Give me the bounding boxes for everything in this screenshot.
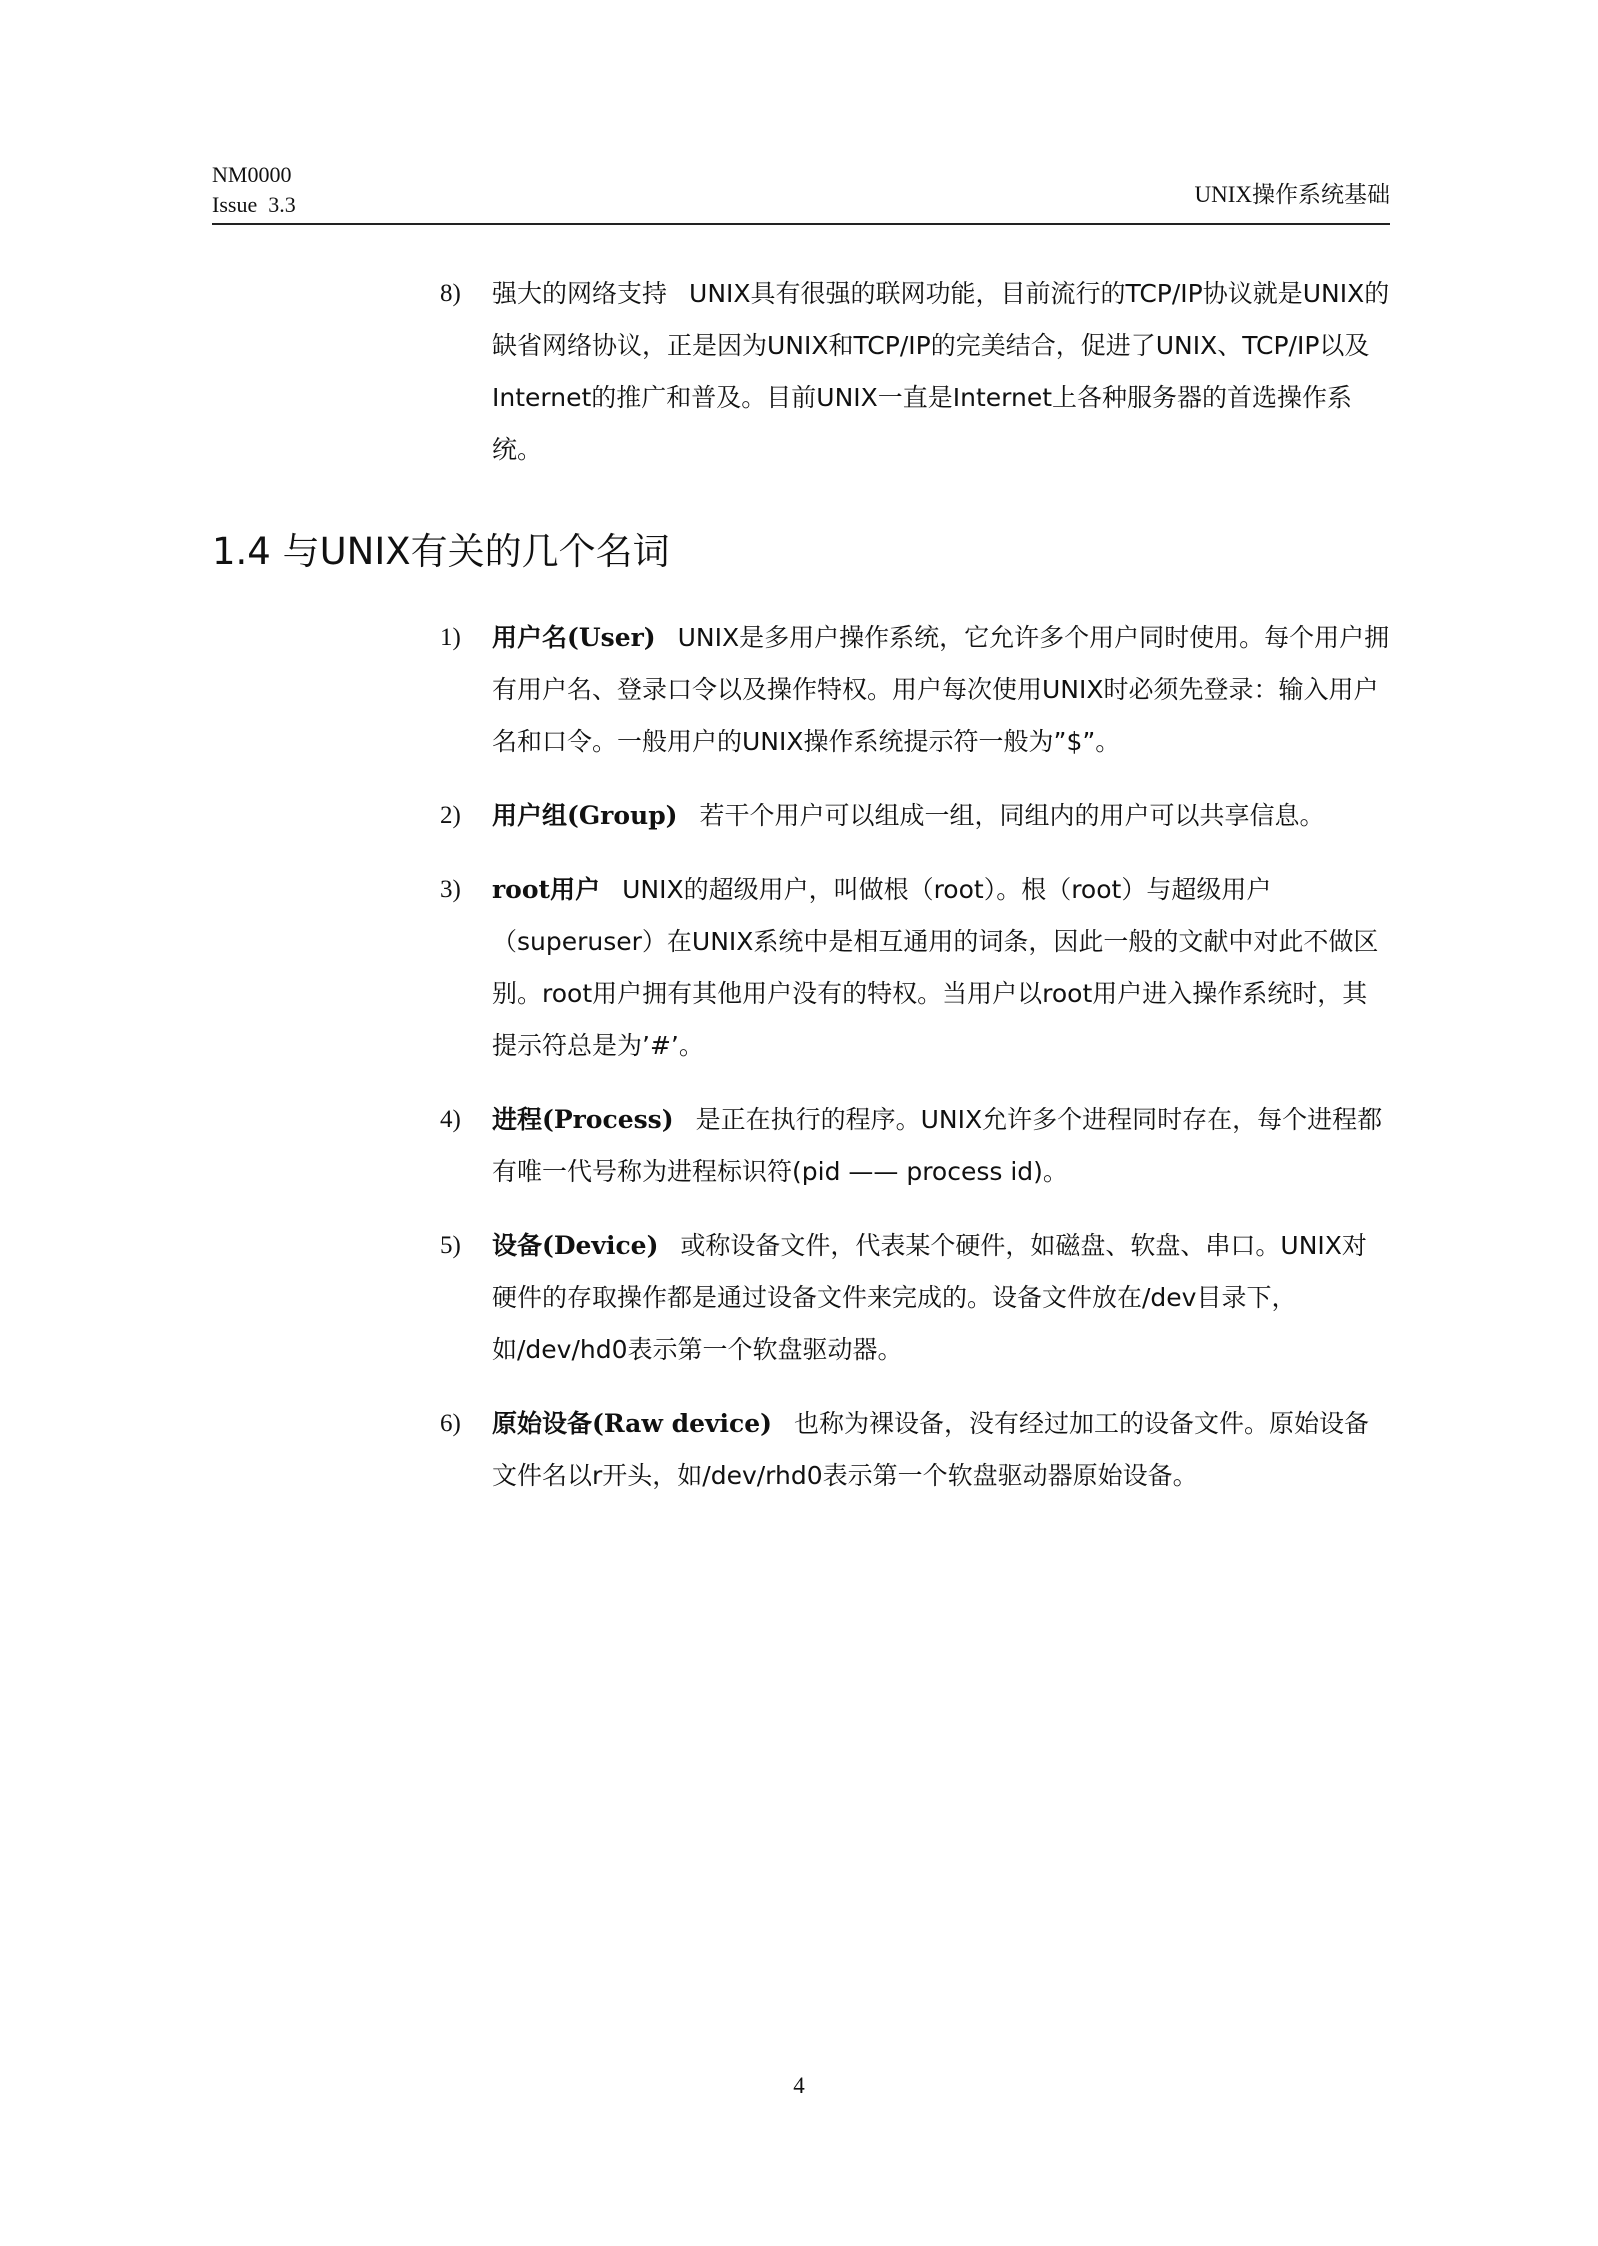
list-item xyxy=(440,1398,1390,1502)
item-term: 用户组(Group) xyxy=(492,801,678,830)
item-text: 是正在执行的程序。UNIX允许多个进程同时存在，每个进程都有唯一代号称为进程标识符(pid —— process id)。 xyxy=(492,1105,1383,1186)
item-number: 8) xyxy=(440,280,461,307)
list-item xyxy=(440,268,1390,476)
item-term: 用户名(User) xyxy=(492,623,656,652)
list-item xyxy=(440,1220,1390,1376)
intro-list xyxy=(440,268,1390,498)
item-number: 4) xyxy=(440,1106,461,1133)
header-left xyxy=(212,160,296,220)
item-text: 或称设备文件，代表某个硬件，如磁盘、软盘、串口。UNIX对硬件的存取操作都是通过设备文件来完成的。设备文件放在/dev目录下，如/dev/hd0表示第一个软盘驱动器。 xyxy=(492,1231,1367,1364)
item-number: 3) xyxy=(440,876,461,903)
page-number: 4 xyxy=(793,2073,805,2098)
item-text: UNIX是多用户操作系统，它允许多个用户同时使用。每个用户拥有用户名、登录口令以及操作特权。用户每次使用UNIX时必须先登录：输入用户名和口令。一般用户的UNIX操作系统提示符一般为”$”。 xyxy=(492,623,1390,756)
doc-title: UNIX操作系统基础 xyxy=(1194,182,1390,207)
page-header xyxy=(212,160,1390,226)
item-number: 2) xyxy=(440,802,461,829)
list-item xyxy=(440,790,1390,842)
item-term: 原始设备(Raw device) xyxy=(492,1409,772,1438)
item-term: 进程(Process) xyxy=(492,1105,674,1134)
header-divider xyxy=(212,223,1390,225)
list-item xyxy=(440,864,1390,1072)
item-text: UNIX的超级用户，叫做根（root）。根（root）与超级用户（superuser）在UNIX系统中是相互通用的词条，因此一般的文献中对此不做区别。root用户拥有其他用户没有的特权。当用户以root用户进入操作系统时，其提示符总是为’#’。 xyxy=(492,875,1379,1060)
item-term: 强大的网络支持 xyxy=(492,279,668,308)
item-number: 1) xyxy=(440,624,461,651)
list-item xyxy=(440,1094,1390,1198)
issue-number: Issue 3.3 xyxy=(212,192,296,217)
item-number: 5) xyxy=(440,1232,461,1259)
doc-code: NM0000 xyxy=(212,162,292,187)
item-text: 若干个用户可以组成一组，同组内的用户可以共享信息。 xyxy=(699,801,1325,830)
item-number: 6) xyxy=(440,1410,461,1437)
item-text: 也称为裸设备，没有经过加工的设备文件。原始设备文件名以r开头，如/dev/rhd0表示第一个软盘驱动器原始设备。 xyxy=(492,1409,1369,1490)
item-text: UNIX具有很强的联网功能，目前流行的TCP/IP协议就是UNIX的缺省网络协议，正是因为UNIX和TCP/IP的完美结合，促进了UNIX、TCP/IP以及Internet的推广和普及。目前UNIX一直是Internet上各种服务器的首选操作系统。 xyxy=(492,279,1390,464)
item-term: 设备(Device) xyxy=(492,1231,659,1260)
item-term: root用户 xyxy=(492,875,601,904)
list-item xyxy=(440,612,1390,768)
terms-list xyxy=(440,612,1390,1524)
section-heading: 1.4 与UNIX有关的几个名词 xyxy=(212,530,670,573)
